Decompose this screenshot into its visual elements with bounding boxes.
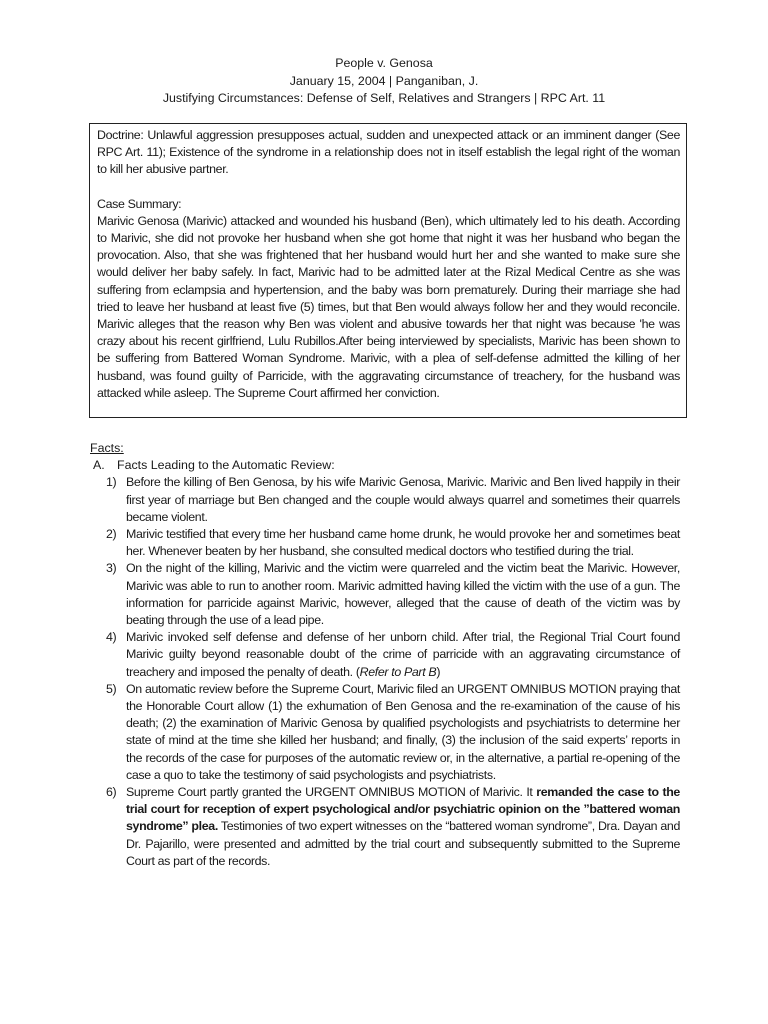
list-item	[90, 681, 680, 784]
case-summary-text: Marivic Genosa (Marivic) attacked and wounded his husband (Ben), which ultimately led to his death. According to Marivic, she did not provoke her husband when she got home that night it was her husband who began the provocation. Also, that she was frightened that her husband would hurt her and she wanted to make sure she would deliver her baby safely. In fact, Marivic had to be admitted later at the Rizal Medical Centre as she was suffering from eclampsia and hypertension, and the baby was born prematurely. During their marriage she had tried to leave her husband at least five (5) times, but that Ben would always follow her and they would reconcile. Marivic alleges that the reason why Ben was violent and abusive towards her that night was because 'he was crazy about his recent girlfriend, Lulu Rubillos.After being interviewed by specialists, Marivic has been shown to be suffering from Battered Woman Syndrome. Marivic, with a plea of self-defense admitted the killing of her husband, was found guilty of Parricide, with the aggravating circumstance of treachery, for the husband was attacked while asleep. The Supreme Court affirmed her conviction.	[97, 213, 680, 400]
facts-list	[90, 474, 680, 870]
item-number: 3)	[106, 561, 117, 576]
list-item	[90, 560, 680, 629]
item-text: Marivic invoked self defense and defense of her unborn child. After trial, the Regional Trial Court found Marivic guilty beyond reasonable doubt of the crime of parricide with an aggravating circumstance of treachery and imposed the penalty of death. (	[126, 630, 680, 679]
facts-section	[90, 440, 680, 870]
item-number: 5)	[106, 681, 117, 696]
item-tail: )	[436, 664, 441, 679]
item-number: 1)	[106, 475, 117, 490]
doctrine-label: Doctrine:	[97, 128, 144, 142]
item-reference: Refer to Part B	[359, 664, 437, 679]
list-item	[90, 526, 680, 560]
list-item	[90, 474, 680, 526]
case-date-ponente: January 15, 2004 | Panganiban, J.	[289, 73, 479, 88]
item-text: On automatic review before the Supreme Court, Marivic filed an URGENT OMNIBUS MOTION praying that the Honorable Court allow (1) the exhumation of Ben Genosa and the re-examination of the cause of his death; (2) the examination of Marivic Genosa by qualified psychologists and psychiatrists to determine her state of mind at the time she killed her husband; and finally, (3) the inclusion of the said experts’ reports in the records of the case for purposes of the automatic review or, in the alternative, a partial re-opening of the case a quo to take the testimony of said psychologists and psychiatrists.	[126, 681, 680, 782]
doctrine-summary-box	[89, 123, 687, 418]
item-text: Marivic testified that every time her husband came home drunk, he would provoke her and sometimes beat her. Whenever beaten by her husband, she consulted medical doctors who testified during the trial.	[126, 527, 680, 559]
item-text: Before the killing of Ben Genosa, by his wife Marivic Genosa, Marivic. Marivic and Ben lived happily in their first year of marriage but Ben changed and the couple would always quarrel and sometimes their quarrels became violent.	[126, 475, 680, 524]
item-number: 4)	[106, 630, 117, 645]
doctrine-text: Unlawful aggression presupposes actual, sudden and unexpected attack or an imminent danger (See RPC Art. 11); Existence of the syndrome in a relationship does not in itself establish the legal right of the woman to kill her abusive partner.	[97, 128, 680, 177]
facts-subsection-heading	[90, 457, 680, 474]
item-bold-ruling: remanded the case to the trial court for reception of expert psychological and/or psychiatric opinion on the ”battered woman syndrome” plea.	[126, 785, 680, 834]
doctrine-paragraph	[97, 127, 680, 179]
subsection-title: Facts Leading to the Automatic Review:	[117, 458, 335, 473]
case-header	[0, 55, 768, 108]
facts-title: Facts:	[90, 441, 124, 455]
item-tail: Testimonies of two expert witnesses on the “battered woman syndrome”, Dra. Dayan and Dr. Pajarillo, were presented and admitted by the trial court and subsequently submitted to the Supreme Court as part of the records.	[126, 819, 680, 868]
item-text: Supreme Court partly granted the URGENT OMNIBUS MOTION of Marivic. It	[126, 785, 537, 800]
item-number: 6)	[106, 785, 117, 800]
item-text: On the night of the killing, Marivic and the victim were quarreled and the victim beat the Marivic. However, Marivic was able to run to another room. Marivic admitted having killed the victim with the use of a gun. The information for parricide against Marivic, however, alleged that the cause of death of the victim was by beating through the use of a lead pipe.	[126, 561, 680, 628]
case-topic: Justifying Circumstances: Defense of Self, Relatives and Strangers | RPC Art. 11	[162, 91, 606, 105]
item-number: 2)	[106, 527, 117, 542]
case-summary-label: Case Summary:	[97, 196, 182, 211]
case-title: People v. Genosa	[335, 56, 433, 70]
list-item	[90, 784, 680, 870]
list-item	[90, 629, 680, 681]
subsection-letter: A.	[93, 458, 105, 473]
